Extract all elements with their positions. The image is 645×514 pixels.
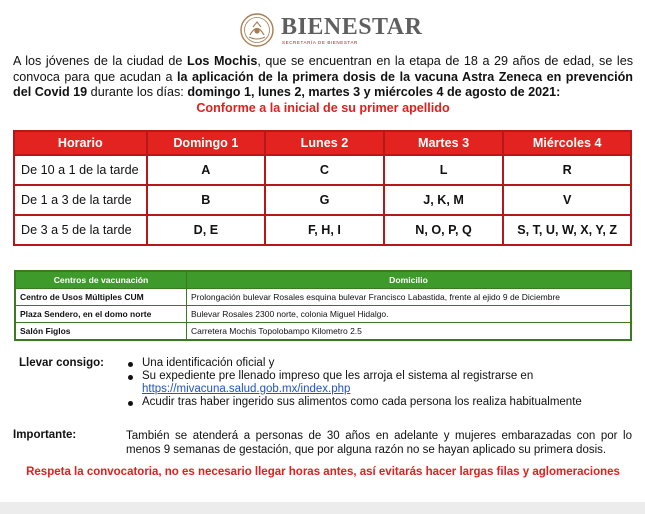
table-row: [15, 323, 631, 341]
schedule-letter-cell: F, H, I: [265, 215, 384, 245]
mexico-seal-icon: [240, 13, 274, 47]
schedule-header-cell: Domingo 1: [147, 131, 266, 155]
intro-city: Los Mochis: [187, 54, 258, 68]
table-row: [14, 155, 631, 185]
mivacuna-link[interactable]: https://mivacuna.salud.gob.mx/index.php: [142, 383, 351, 395]
centers-header-cell: Centros de vacunación: [15, 271, 187, 289]
centers-header-row: [15, 271, 631, 289]
schedule-time-cell: De 1 a 3 de la tarde: [14, 185, 147, 215]
brand-subtitle: SECRETARÍA DE BIENESTAR: [282, 40, 358, 45]
footer-warning: Respeta la convocatoria, no es necesario llegar horas antes, así evitarás hacer largas filas y aglomeraciones: [26, 466, 620, 478]
header: [0, 12, 645, 48]
table-row: [14, 215, 631, 245]
table-row: [15, 306, 631, 323]
list-item: [126, 370, 582, 396]
table-row: [14, 185, 631, 215]
schedule-header-row: [14, 131, 631, 155]
schedule-letter-cell: J, K, M: [384, 185, 504, 215]
intro-text-2: , que se encuentran en la etapa de 18 a 29 años de edad, se les convoca para que acudan a: [13, 54, 633, 84]
vaccination-centers-table: [14, 270, 632, 341]
centers-header-cell: Domicilio: [187, 271, 631, 289]
intro-vaccine: la aplicación de la primera dosis de la vacuna Astra Zeneca en prevención del Covid 19: [13, 69, 633, 99]
center-name-cell: Salón Figlos: [15, 323, 187, 341]
schedule-letter-cell: R: [503, 155, 631, 185]
schedule-letter-cell: B: [147, 185, 266, 215]
intro-paragraph: [13, 54, 633, 101]
importante-label: Importante:: [13, 429, 77, 441]
llevar-list: [126, 357, 582, 409]
schedule-time-cell: De 10 a 1 de la tarde: [14, 155, 147, 185]
schedule-header-cell: Miércoles 4: [503, 131, 631, 155]
page-bottom-band: [0, 502, 645, 514]
notice-heading: Conforme a la inicial de su primer apellido: [196, 101, 450, 115]
list-item: [126, 357, 582, 370]
schedule-header-cell: Martes 3: [384, 131, 504, 155]
schedule-letter-cell: S, T, U, W, X, Y, Z: [503, 215, 631, 245]
intro-dates: domingo 1, lunes 2, martes 3 y miércoles 4 de agosto de 2021:: [187, 85, 561, 99]
intro-text-1: A los jóvenes de la ciudad de: [13, 54, 187, 68]
schedule-table: [13, 130, 632, 246]
table-row: [15, 289, 631, 306]
bullet-icon: [128, 401, 133, 406]
importante-text: También se atenderá a personas de 30 años en adelante y mujeres embarazadas con por lo menos 9 semanas de gestación, que por alguna razón no se hayan aplicado su primera dosis.: [126, 430, 632, 456]
center-name-cell: Centro de Usos Múltiples CUM: [15, 289, 187, 306]
bullet-icon: [128, 362, 133, 367]
llevar-label: Llevar consigo:: [19, 357, 104, 369]
llevar-item-text: Su expediente pre llenado impreso que les arroja el sistema al registrarse en: [142, 370, 534, 382]
schedule-letter-cell: G: [265, 185, 384, 215]
schedule-time-cell: De 3 a 5 de la tarde: [14, 215, 147, 245]
intro-text-3: durante los días:: [87, 85, 188, 99]
center-address-cell: Carretera Mochis Topolobampo Kilometro 2.5: [187, 323, 631, 341]
schedule-letter-cell: C: [265, 155, 384, 185]
center-address-cell: Bulevar Rosales 2300 norte, colonia Miguel Hidalgo.: [187, 306, 631, 323]
schedule-letter-cell: D, E: [147, 215, 266, 245]
schedule-header-cell: Horario: [14, 131, 147, 155]
brand-title: BIENESTAR: [281, 14, 423, 40]
schedule-letter-cell: N, O, P, Q: [384, 215, 504, 245]
center-name-cell: Plaza Sendero, en el domo norte: [15, 306, 187, 323]
llevar-item-text: Una identificación oficial y: [142, 357, 275, 369]
schedule-letter-cell: A: [147, 155, 266, 185]
bullet-icon: [128, 375, 133, 380]
list-item: [126, 396, 582, 409]
llevar-item-text: Acudir tras haber ingerido sus alimentos como cada persona los realiza habitualmente: [142, 396, 582, 408]
schedule-letter-cell: V: [503, 185, 631, 215]
schedule-header-cell: Lunes 2: [265, 131, 384, 155]
center-address-cell: Prolongación bulevar Rosales esquina bulevar Francisco Labastida, frente al ejido 9 de Diciembre: [187, 289, 631, 306]
schedule-letter-cell: L: [384, 155, 504, 185]
